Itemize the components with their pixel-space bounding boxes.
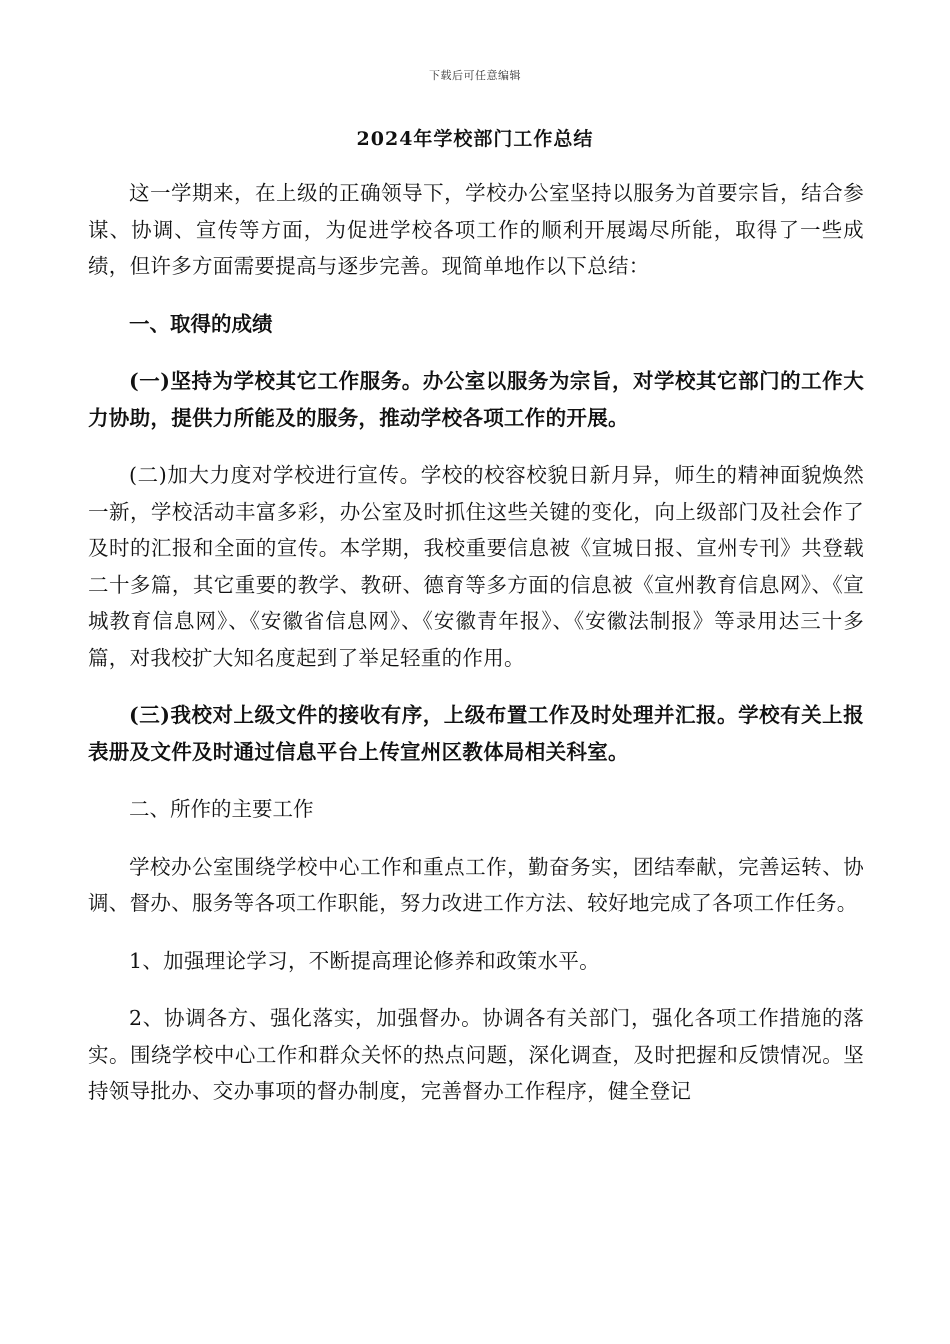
section-heading-achievements: 一、取得的成绩 (129, 311, 273, 336)
main-work-item-1: 1、加强理论学习，不断提高理论修养和政策水平。 (129, 948, 600, 973)
main-work-item-2: 2、协调各方、强化落实，加强督办。协调各有关部门，强化各项工作措施的落实。围绕学校中心工作和群众关怀的热点问题，深化调查，及时把握和反馈情况。坚持领导批办、交办事项的督办制度，完善督办工作程序，健全登记 (88, 1006, 864, 1103)
document-title: 2024年学校部门工作总结 (356, 128, 594, 150)
intro-paragraph: 这一学期来，在上级的正确领导下，学校办公室坚持以服务为首要宗旨，结合参谋、协调、宣传等方面，为促进学校各项工作的顺利开展竭尽所能，取得了一些成绩，但许多方面需要提高与逐步完善。现简单地作以下总结： (88, 181, 864, 278)
main-work-intro: 学校办公室围绕学校中心工作和重点工作，勤奋务实，团结奉献，完善运转、协调、督办、服务等各项工作职能，努力改进工作方法、较好地完成了各项工作任务。 (88, 854, 864, 915)
header-note: 下载后可任意编辑 (429, 69, 521, 82)
document-body (88, 175, 864, 1131)
achievement-item-3: (三)我校对上级文件的接收有序，上级布置工作及时处理并汇报。学校有关上报表册及文件及时通过信息平台上传宣州区教体局相关科室。 (88, 703, 864, 764)
achievement-item-2: (二)加大力度对学校进行宣传。学校的校容校貌日新月异，师生的精神面貌焕然一新，学校活动丰富多彩，办公室及时抓住这些关键的变化，向上级部门及社会作了及时的汇报和全面的宣传。本学期，我校重要信息被《宣城日报、宣州专刊》共登载二十多篇，其它重要的教学、教研、德育等多方面的信息被《宣州教育信息网》、《宣城教育信息网》、《安徽省信息网》、《安徽青年报》、《安徽法制报》等录用达三十多篇，对我校扩大知名度起到了举足轻重的作用。 (88, 463, 864, 670)
section-heading-main-work: 二、所作的主要工作 (129, 797, 314, 821)
achievement-item-1: (一)坚持为学校其它工作服务。办公室以服务为宗旨，对学校其它部门的工作大力协助，提供力所能及的服务，推动学校各项工作的开展。 (88, 369, 864, 430)
